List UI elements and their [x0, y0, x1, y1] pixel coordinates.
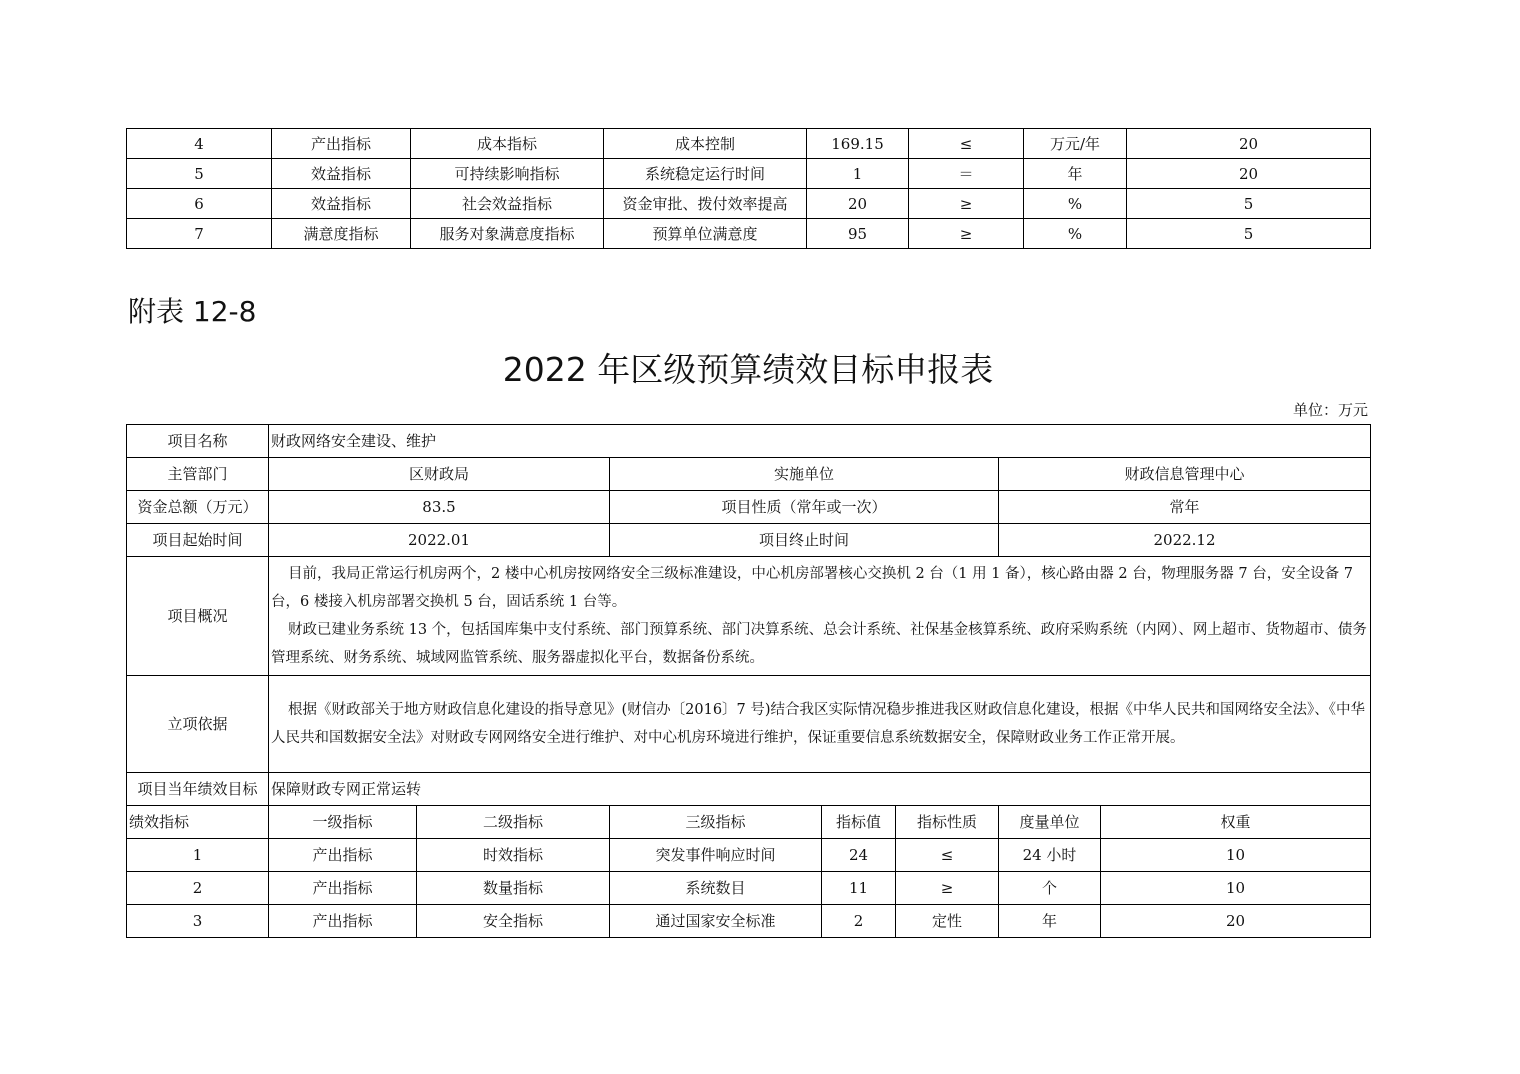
goal-value: 保障财政专网正常运转: [269, 773, 1371, 806]
end-value: 2022.12: [999, 524, 1371, 557]
basis-label: 立项依据: [127, 676, 269, 773]
cell-weight: 10: [1101, 839, 1371, 872]
cell-level2: 时效指标: [417, 839, 610, 872]
start-label: 项目起始时间: [127, 524, 269, 557]
appendix-label: 附表 12-8: [128, 295, 257, 328]
cell-nature: ＝: [909, 159, 1024, 189]
basis-row: [127, 676, 1371, 773]
impl-label: 实施单位: [610, 458, 999, 491]
cell-level2: 成本指标: [411, 129, 604, 159]
overview-paragraph-1: 目前，我局正常运行机房两个，2 楼中心机房按网络安全三级标准建设，中心机房部署核心交换机 2 台（1 用 1 备），核心路由器 2 台，物理服务器 7 台，安全设备 7 台，6 楼接入机房部署交换机 5 台，固话系统 1 台等。: [271, 566, 1354, 610]
budget-declaration-table: [126, 424, 1371, 938]
impl-value: 财政信息管理中心: [999, 458, 1371, 491]
cell-nature: ≥: [896, 872, 999, 905]
header-level1: 一级指标: [269, 806, 417, 839]
cell-value: 169.15: [807, 129, 909, 159]
cell-weight: 20: [1127, 129, 1371, 159]
end-label: 项目终止时间: [610, 524, 999, 557]
cell-level3: 突发事件响应时间: [610, 839, 822, 872]
period-row: [127, 524, 1371, 557]
cell-weight: 20: [1101, 905, 1371, 938]
cell-level3: 预算单位满意度: [604, 219, 807, 249]
cell-level1: 效益指标: [272, 189, 411, 219]
table-row: [127, 159, 1371, 189]
funds-value: 83.5: [269, 491, 610, 524]
header-weight: 权重: [1101, 806, 1371, 839]
nature-value: 常年: [999, 491, 1371, 524]
table-row: [127, 872, 1371, 905]
cell-value: 24: [822, 839, 896, 872]
table-row: [127, 219, 1371, 249]
cell-index: 2: [127, 872, 269, 905]
overview-text: [269, 557, 1371, 676]
cell-level2: 数量指标: [417, 872, 610, 905]
cell-level2: 安全指标: [417, 905, 610, 938]
goal-label: 项目当年绩效目标: [127, 773, 269, 806]
cell-level2: 可持续影响指标: [411, 159, 604, 189]
overview-row: [127, 557, 1371, 676]
project-name-row: [127, 425, 1371, 458]
cell-level3: 系统数目: [610, 872, 822, 905]
cell-level3: 成本控制: [604, 129, 807, 159]
cell-weight: 10: [1101, 872, 1371, 905]
indicator-continuation-table: [126, 128, 1371, 249]
cell-index: 3: [127, 905, 269, 938]
cell-unit: %: [1024, 189, 1127, 219]
cell-value: 1: [807, 159, 909, 189]
funds-label: 资金总额（万元）: [127, 491, 269, 524]
cell-level3: 资金审批、拨付效率提高: [604, 189, 807, 219]
cell-index: 1: [127, 839, 269, 872]
dept-value: 区财政局: [269, 458, 610, 491]
header-level3: 三级指标: [610, 806, 822, 839]
cell-level2: 服务对象满意度指标: [411, 219, 604, 249]
nature-label: 项目性质（常年或一次）: [610, 491, 999, 524]
cell-nature: ≤: [896, 839, 999, 872]
cell-level3: 系统稳定运行时间: [604, 159, 807, 189]
project-name-label: 项目名称: [127, 425, 269, 458]
table-row: [127, 905, 1371, 938]
cell-nature: 定性: [896, 905, 999, 938]
cell-level1: 满意度指标: [272, 219, 411, 249]
page-title: 2022 年区级预算绩效目标申报表: [502, 350, 994, 389]
cell-level2: 社会效益指标: [411, 189, 604, 219]
cell-unit: 年: [1024, 159, 1127, 189]
cell-unit: 万元/年: [1024, 129, 1127, 159]
cell-value: 20: [807, 189, 909, 219]
cell-value: 95: [807, 219, 909, 249]
header-level2: 二级指标: [417, 806, 610, 839]
cell-unit: 个: [999, 872, 1101, 905]
cell-level1: 产出指标: [272, 129, 411, 159]
unit-note: 单位：万元: [1292, 401, 1368, 419]
cell-level3: 通过国家安全标准: [610, 905, 822, 938]
dept-label: 主管部门: [127, 458, 269, 491]
project-name-value: 财政网络安全建设、维护: [269, 425, 1371, 458]
cell-weight: 5: [1127, 219, 1371, 249]
cell-index: 5: [127, 159, 272, 189]
cell-unit: 年: [999, 905, 1101, 938]
cell-index: 7: [127, 219, 272, 249]
header-nature: 指标性质: [896, 806, 999, 839]
table-row: [127, 839, 1371, 872]
overview-paragraph-2: 财政已建业务系统 13 个，包括国库集中支付系统、部门预算系统、部门决算系统、总会计系统、社保基金核算系统、政府采购系统（内网）、网上超市、货物超市、债务管理系统、财务系统、城域网监管系统、服务器虚拟化平台，数据备份系统。: [271, 622, 1367, 666]
basis-paragraph: 根据《财政部关于地方财政信息化建设的指导意见》(财信办〔2016〕7 号)结合我区实际情况稳步推进我区财政信息化建设，根据《中华人民共和国网络安全法》、《中华人民共和国数据安全法》对财政专网网络安全进行维护、对中心机房环境进行维护，保证重要信息系统数据安全，保障财政业务工作正常开展。: [271, 702, 1366, 746]
header-unit: 度量单位: [999, 806, 1101, 839]
cell-level1: 产出指标: [269, 905, 417, 938]
cell-index: 6: [127, 189, 272, 219]
table-row: [127, 129, 1371, 159]
cell-value: 11: [822, 872, 896, 905]
indicator-header-row: [127, 806, 1371, 839]
overview-label: 项目概况: [127, 557, 269, 676]
goal-row: [127, 773, 1371, 806]
department-row: [127, 458, 1371, 491]
table-row: [127, 189, 1371, 219]
cell-weight: 5: [1127, 189, 1371, 219]
cell-weight: 20: [1127, 159, 1371, 189]
cell-level1: 产出指标: [269, 872, 417, 905]
header-indicator: 绩效指标: [127, 806, 269, 839]
cell-nature: ≥: [909, 189, 1024, 219]
cell-nature: ≤: [909, 129, 1024, 159]
basis-text: [269, 676, 1371, 773]
cell-level1: 产出指标: [269, 839, 417, 872]
funds-row: [127, 491, 1371, 524]
cell-value: 2: [822, 905, 896, 938]
start-value: 2022.01: [269, 524, 610, 557]
cell-level1: 效益指标: [272, 159, 411, 189]
cell-unit: 24 小时: [999, 839, 1101, 872]
cell-nature: ≥: [909, 219, 1024, 249]
header-value: 指标值: [822, 806, 896, 839]
cell-index: 4: [127, 129, 272, 159]
cell-unit: %: [1024, 219, 1127, 249]
